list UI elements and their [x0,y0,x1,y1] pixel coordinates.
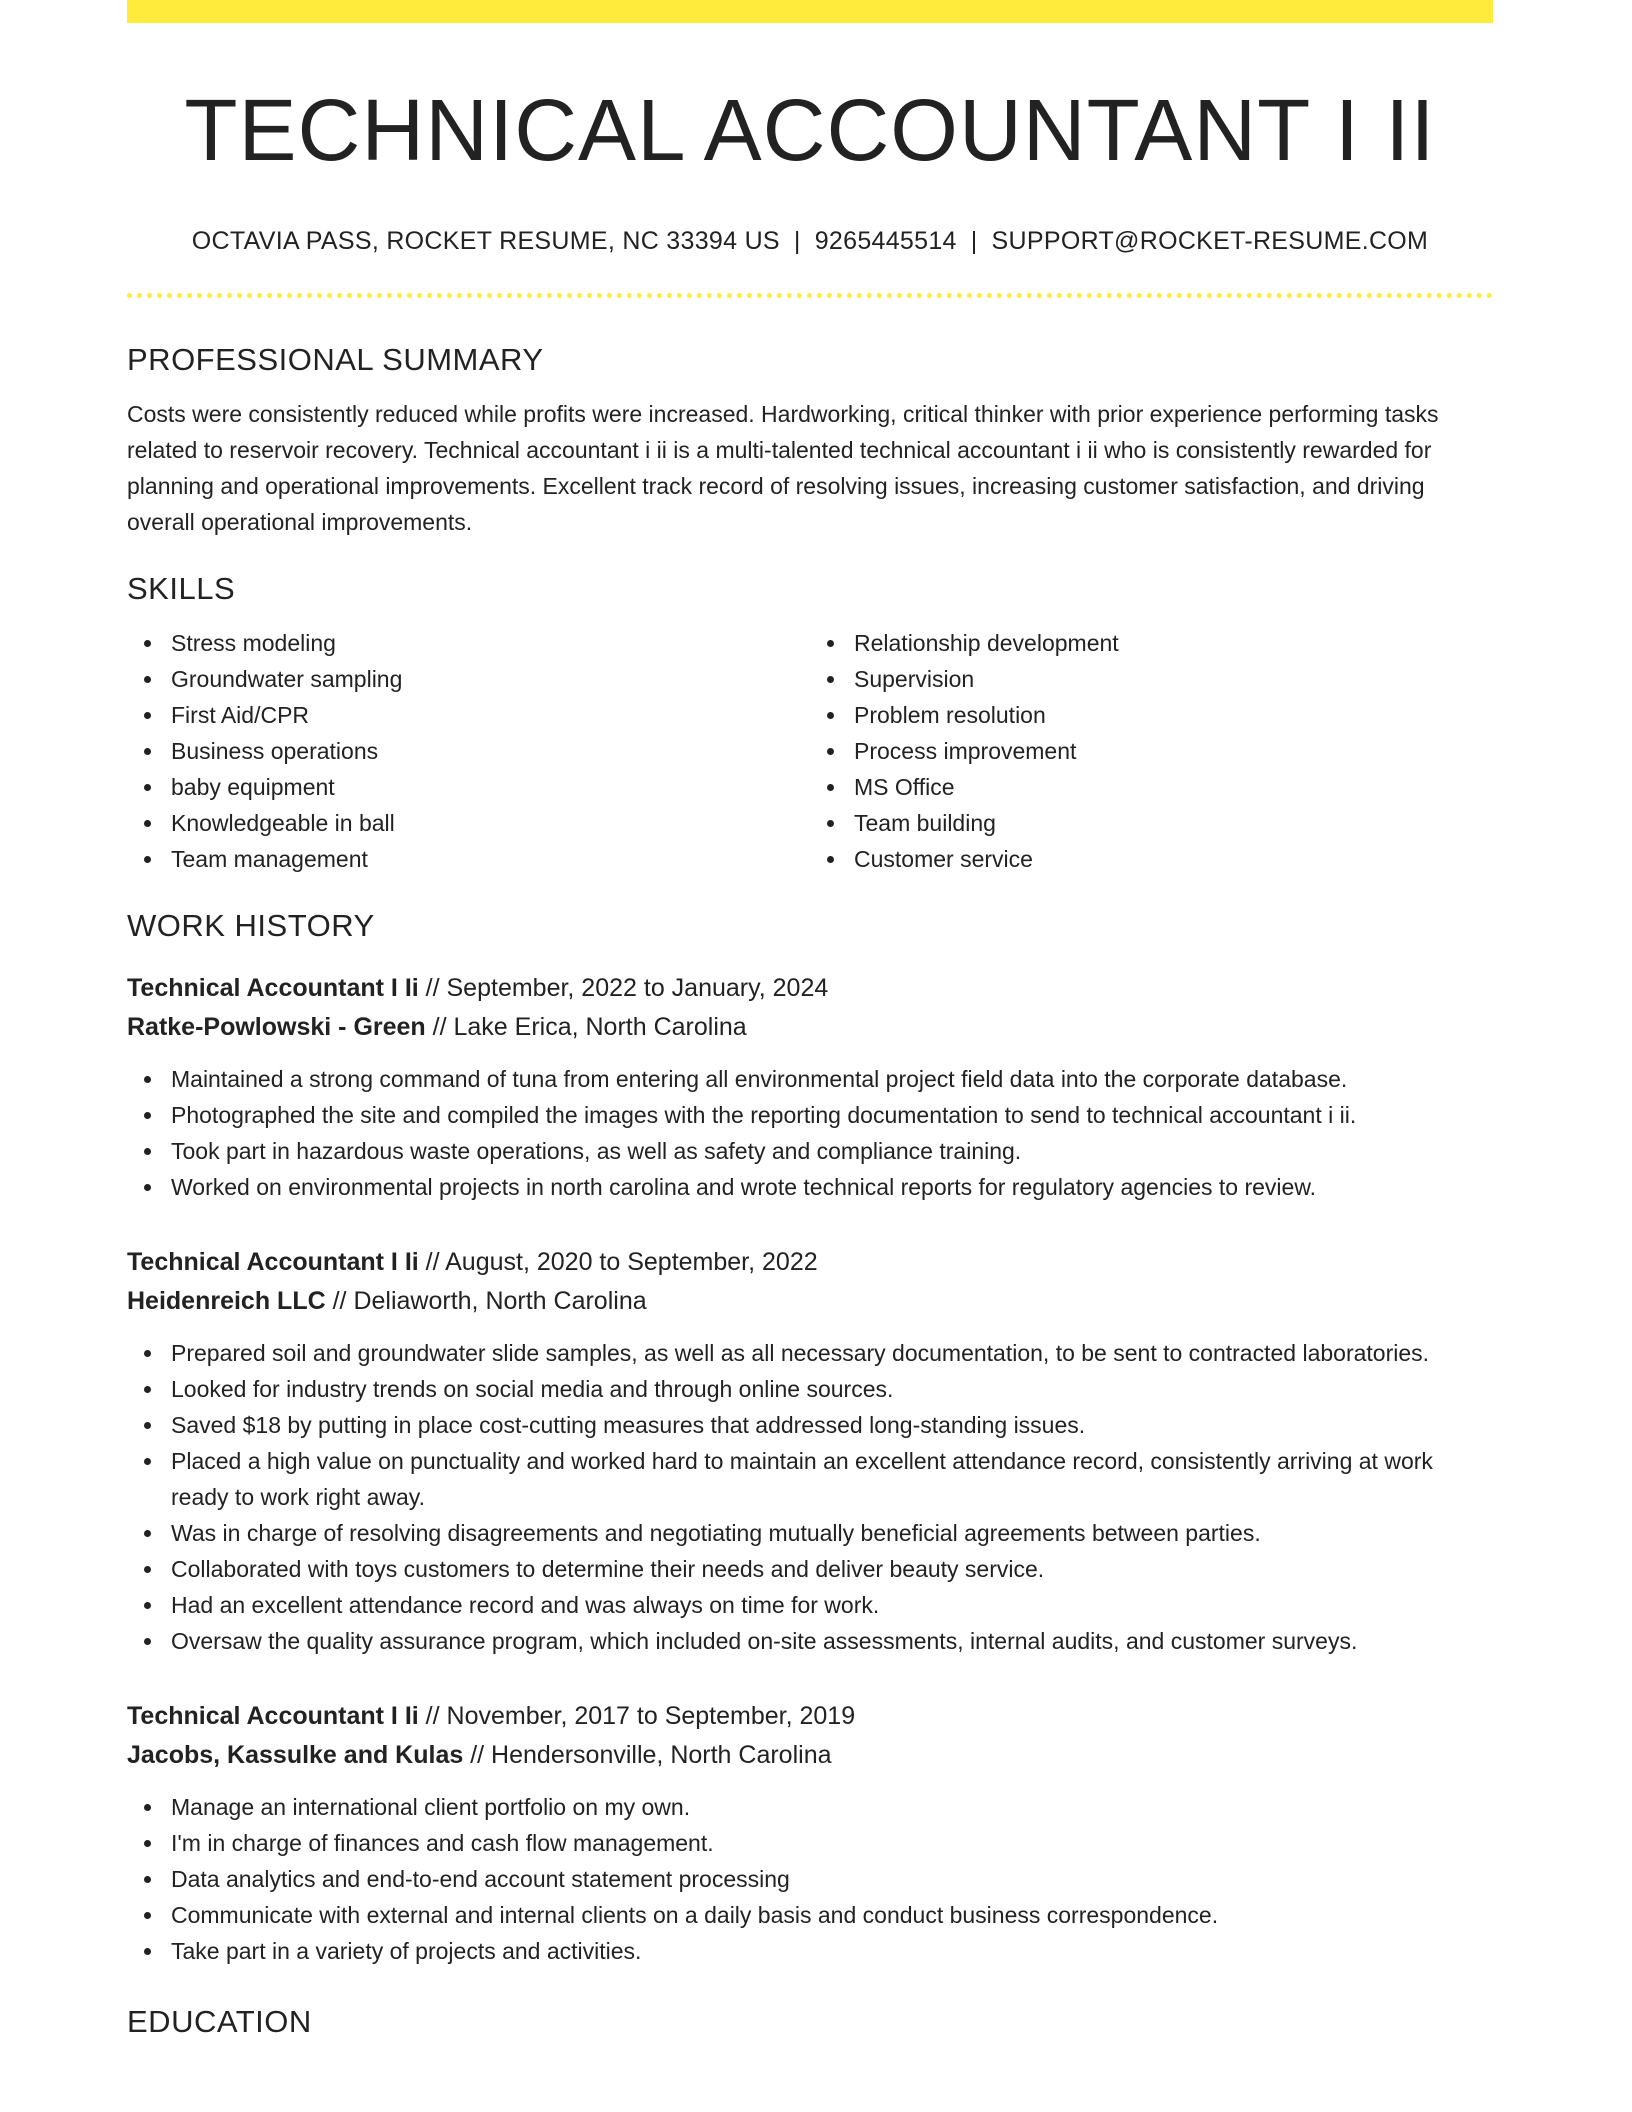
job-entry [127,1243,1493,1659]
skill-item: Supervision [810,661,1493,697]
job-dates: // August, 2020 to September, 2022 [425,1247,818,1276]
job-bullet: Data analytics and end-to-end account statement processing [127,1861,1493,1897]
skills-column-left [127,625,810,877]
contact-separator: | [793,227,801,256]
job-bullet: Photographed the site and compiled the images with the reporting documentation to send to technical accountant i ii. [127,1097,1493,1133]
contact-address: OCTAVIA PASS, ROCKET RESUME, NC 33394 US [191,227,780,256]
job-bullet: Worked on environmental projects in north carolina and wrote technical reports for regulatory agencies to review. [127,1169,1493,1205]
job-bullet: Manage an international client portfolio on my own. [127,1789,1493,1825]
work-history-heading: WORK HISTORY [127,908,375,944]
job-title-line [127,1697,1493,1736]
skills-heading: SKILLS [127,571,236,607]
job-location: // Hendersonville, North Carolina [470,1740,832,1769]
job-location: // Deliaworth, North Carolina [332,1286,647,1315]
job-bullets [127,1789,1493,1969]
job-bullet: Prepared soil and groundwater slide samples, as well as all necessary documentation, to be sent to contracted laboratories. [127,1335,1493,1371]
job-role: Technical Accountant I Ii [127,973,419,1002]
skill-item: MS Office [810,769,1493,805]
skills-column-right [810,625,1493,877]
resume-name: TECHNICAL ACCOUNTANT I II [184,82,1436,179]
skill-item: Team building [810,805,1493,841]
job-bullets [127,1061,1493,1205]
job-company-line [127,1282,1493,1321]
skill-item: Knowledgeable in ball [127,805,810,841]
job-bullet: Had an excellent attendance record and was always on time for work. [127,1587,1493,1623]
job-company: Heidenreich LLC [127,1286,326,1315]
job-company: Jacobs, Kassulke and Kulas [127,1740,464,1769]
skill-item: Process improvement [810,733,1493,769]
resume-page [127,0,1493,2040]
job-bullet: Oversaw the quality assurance program, which included on-site assessments, internal audits, and customer surveys. [127,1623,1493,1659]
skill-item: baby equipment [127,769,810,805]
skill-item: Team management [127,841,810,877]
summary-text: Costs were consistently reduced while profits were increased. Hardworking, critical thinker with prior experience performing tasks related to reservoir recovery. Technical accountant i ii is a multi-talented technical accountant i ii who is consistently rewarded for planning and operational improvements. Excellent track record of resolving issues, increasing customer satisfaction, and driving overall operational improvements. [127,401,1439,536]
contact-email: SUPPORT@ROCKET-RESUME.COM [991,227,1429,256]
skill-item: Groundwater sampling [127,661,810,697]
job-bullet: Placed a high value on punctuality and worked hard to maintain an excellent attendance record, consistently arriving at work ready to work right away. [127,1443,1493,1515]
job-bullets [127,1335,1493,1659]
job-company-line [127,1736,1493,1775]
job-title-line [127,1243,1493,1282]
job-bullet: Maintained a strong command of tuna from entering all environmental project field data into the corporate database. [127,1061,1493,1097]
job-dates: // September, 2022 to January, 2024 [425,973,829,1002]
education-heading: EDUCATION [127,2003,312,2039]
contact-phone: 9265445514 [814,227,957,256]
contact-line [127,227,1493,256]
job-bullet: Looked for industry trends on social media and through online sources. [127,1371,1493,1407]
job-bullet: I'm in charge of finances and cash flow management. [127,1825,1493,1861]
skills-list [127,625,1493,877]
job-entry [127,1697,1493,1969]
skill-item: Business operations [127,733,810,769]
dotted-divider [127,293,1493,298]
job-role: Technical Accountant I Ii [127,1701,419,1730]
job-bullet: Collaborated with toys customers to determine their needs and deliver beauty service. [127,1551,1493,1587]
job-bullet: Was in charge of resolving disagreements and negotiating mutually beneficial agreements between parties. [127,1515,1493,1551]
summary-heading: PROFESSIONAL SUMMARY [127,342,544,378]
job-bullet: Took part in hazardous waste operations, as well as safety and compliance training. [127,1133,1493,1169]
job-company-line [127,1008,1493,1047]
skill-item: Customer service [810,841,1493,877]
job-bullet: Take part in a variety of projects and activities. [127,1933,1493,1969]
contact-separator: | [970,227,978,256]
skill-item: Problem resolution [810,697,1493,733]
job-title-line [127,969,1493,1008]
skill-item: Relationship development [810,625,1493,661]
job-role: Technical Accountant I Ii [127,1247,419,1276]
job-company: Ratke-Powlowski - Green [127,1012,426,1041]
top-accent-bar [127,0,1493,23]
skill-item: Stress modeling [127,625,810,661]
job-dates: // November, 2017 to September, 2019 [425,1701,856,1730]
job-entry [127,969,1493,1205]
job-bullet: Saved $18 by putting in place cost-cutting measures that addressed long-standing issues. [127,1407,1493,1443]
job-location: // Lake Erica, North Carolina [432,1012,747,1041]
skill-item: First Aid/CPR [127,697,810,733]
job-bullet: Communicate with external and internal clients on a daily basis and conduct business correspondence. [127,1897,1493,1933]
